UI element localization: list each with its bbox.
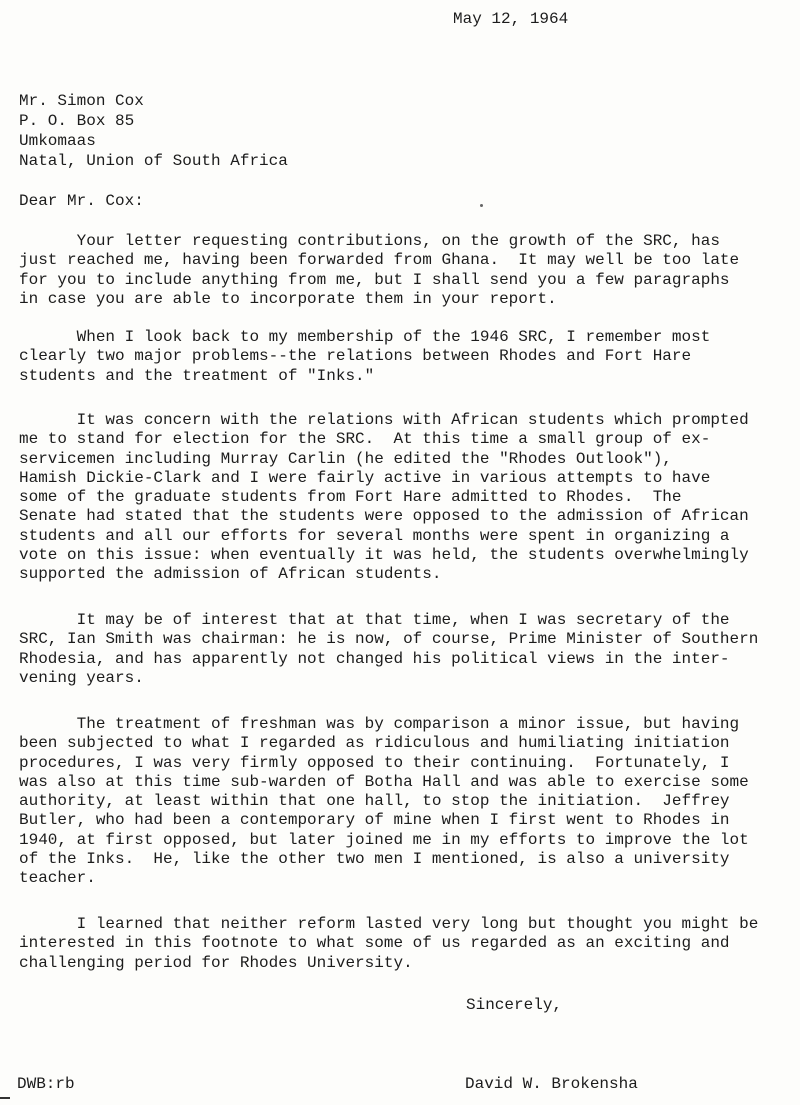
paragraph-line: It was concern with the relations with African students which prompted: [19, 411, 749, 429]
paragraph-line: me to stand for election for the SRC. At this time a small group of ex-: [19, 430, 711, 449]
paragraph-line: SRC, Ian Smith was chairman: he is now, of course, Prime Minister of Southern: [19, 630, 759, 649]
paragraph-line: Butler, who had been a contemporary of mine when I first went to Rhodes in: [19, 811, 730, 830]
margin-mark: [0, 1097, 10, 1099]
paragraph-line: just reached me, having been forwarded from Ghana. It may well be too late: [19, 251, 740, 270]
salutation: Dear Mr. Cox:: [19, 192, 144, 210]
paragraph-line: vening years.: [19, 668, 144, 687]
paragraph-line: procedures, I was very firmly opposed to their continuing. Fortunately, I: [19, 753, 730, 772]
closing: Sincerely,: [466, 996, 563, 1014]
paragraph-line: been subjected to what I regarded as ridiculous and humiliating initiation: [19, 734, 730, 753]
paragraph-line: clearly two major problems--the relations between Rhodes and Fort Hare: [19, 347, 692, 366]
body-paragraph-6: [19, 915, 789, 973]
paragraph-line: The treatment of freshman was by comparison a minor issue, but having: [19, 715, 740, 733]
paragraph-line: Hamish Dickie-Clark and I were fairly active in various attempts to have: [19, 468, 711, 487]
paragraph-line: students and all our efforts for several months were spent in organizing a: [19, 526, 730, 545]
letter-date: May 12, 1964: [453, 10, 569, 28]
paragraph-line: Your letter requesting contributions, on the growth of the SRC, has: [19, 232, 720, 250]
paper-speck: [480, 204, 483, 207]
paragraph-line: Rhodesia, and has apparently not changed his political views in the inter-: [19, 649, 730, 668]
paragraph-line: students and the treatment of "Inks.": [19, 366, 375, 385]
paragraph-line: for you to include anything from me, but I shall send you a few paragraphs: [19, 270, 730, 289]
paragraph-line: When I look back to my membership of the 1946 SRC, I remember most: [19, 328, 711, 346]
paragraph-line: authority, at least within that one hall, to stop the initiation. Jeffrey: [19, 792, 730, 811]
body-paragraph-5: [19, 715, 789, 889]
body-paragraph-1: [19, 232, 789, 309]
paragraph-line: I learned that neither reform lasted very long but thought you might be: [19, 915, 759, 933]
paragraph-line: challenging period for Rhodes University.: [19, 953, 413, 972]
signer-name: David W. Brokensha: [465, 1075, 638, 1093]
body-paragraph-3: [19, 411, 789, 585]
recipient-town: Umkomaas: [19, 132, 96, 150]
body-paragraph-2: [19, 328, 789, 386]
paragraph-line: supported the admission of African students.: [19, 565, 442, 584]
reference-initials: DWB:rb: [17, 1075, 75, 1093]
paragraph-line: teacher.: [19, 869, 96, 888]
paragraph-line: in case you are able to incorporate them in your report.: [19, 289, 557, 308]
paragraph-line: some of the graduate students from Fort Hare admitted to Rhodes. The: [19, 488, 682, 507]
paragraph-line: interested in this footnote to what some of us regarded as an exciting and: [19, 934, 730, 953]
recipient-name: Mr. Simon Cox: [19, 92, 144, 110]
paragraph-line: vote on this issue: when eventually it was held, the students overwhelmingly: [19, 546, 749, 565]
body-paragraph-4: [19, 611, 789, 688]
paragraph-line: 1940, at first opposed, but later joined me in my efforts to improve the lot: [19, 830, 749, 849]
recipient-po-box: P. O. Box 85: [19, 112, 135, 130]
paragraph-line: Senate had stated that the students were opposed to the admission of African: [19, 507, 749, 526]
paragraph-line: It may be of interest that at that time, when I was secretary of the: [19, 611, 730, 629]
recipient-region: Natal, Union of South Africa: [19, 152, 288, 170]
paragraph-line: was also at this time sub-warden of Botha Hall and was able to exercise some: [19, 772, 749, 791]
paragraph-line: servicemen including Murray Carlin (he edited the "Rhodes Outlook"),: [19, 449, 672, 468]
paragraph-line: of the Inks. He, like the other two men I mentioned, is also a university: [19, 850, 730, 869]
